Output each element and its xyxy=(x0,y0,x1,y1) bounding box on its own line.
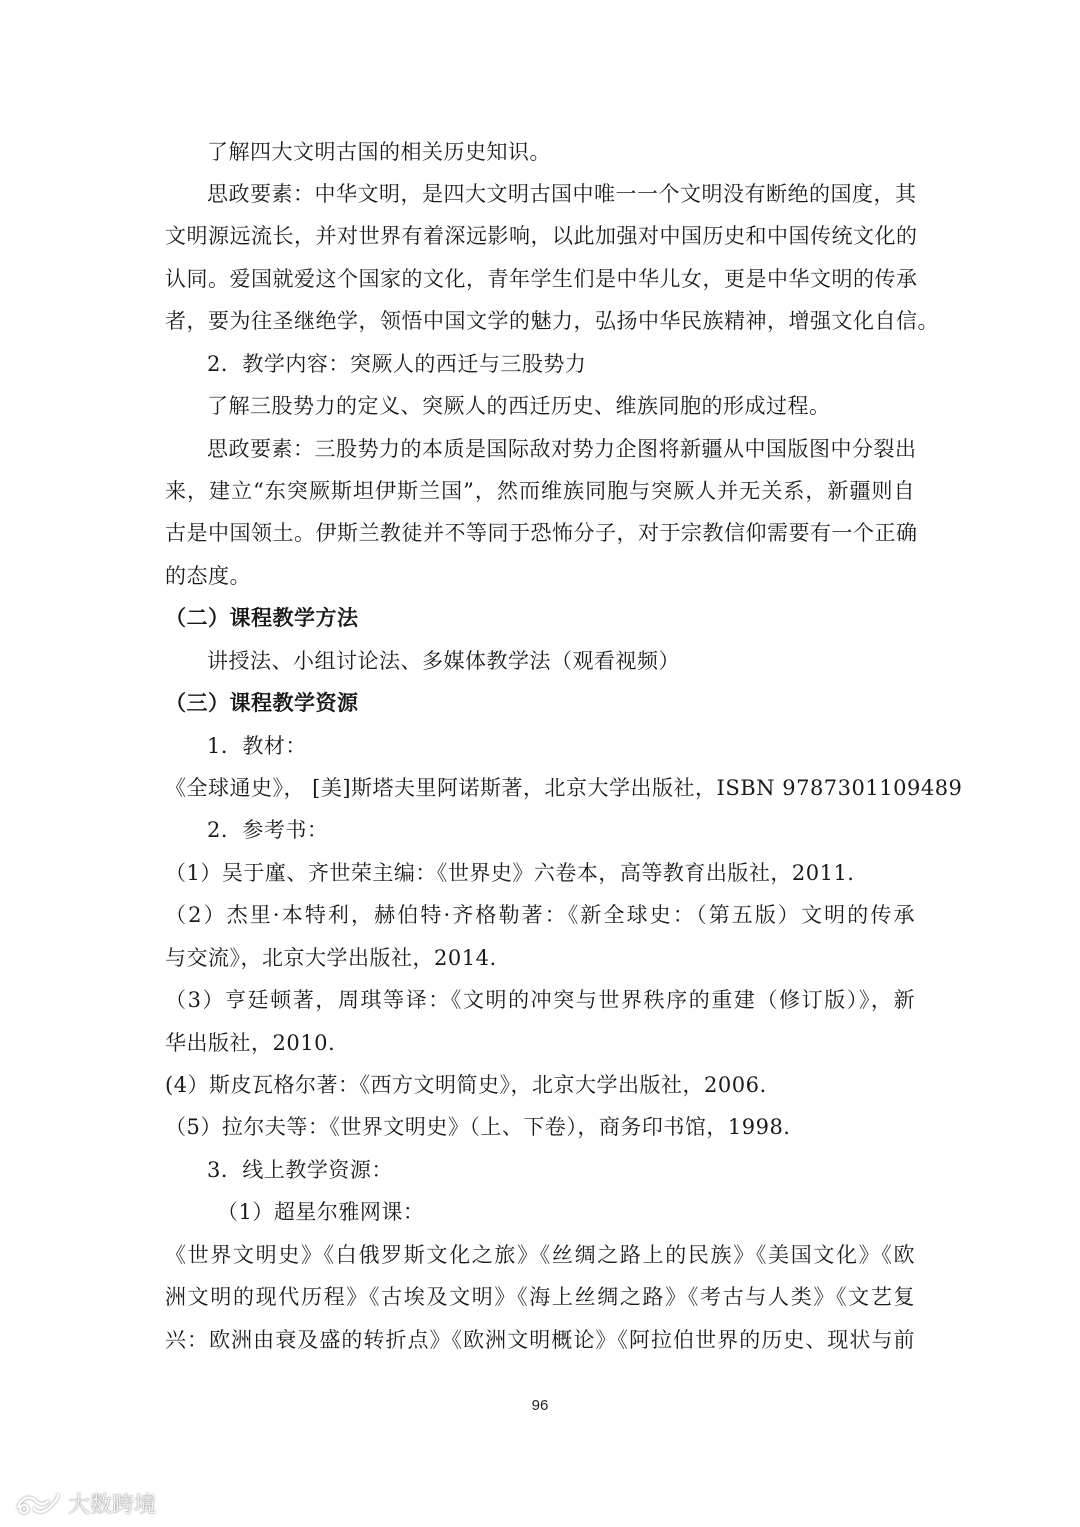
text-line: (4）斯皮瓦格尔著：《西方文明简史》，北京大学出版社，2006. xyxy=(165,1073,767,1097)
text-line: （3）亨廷顿著，周琪等译：《文明的冲突与世界秩序的重建（修订版）》，新 xyxy=(165,988,915,1012)
text-line: 思政要素：三股势力的本质是国际敌对势力企图将新疆从中国版图中分裂出 xyxy=(207,437,917,461)
text-line: 的态度。 xyxy=(165,564,251,588)
text-line: 思政要素：中华文明，是四大文明古国中唯一一个文明没有断绝的国度，其 xyxy=(207,182,917,206)
text-line: 认同。爱国就爱这个国家的文化，青年学生们是中华儿女，更是中华文明的传承 xyxy=(165,267,918,291)
text-line: 华出版社，2010. xyxy=(165,1031,336,1055)
text-line: （5）拉尔夫等：《世界文明史》（上、下卷），商务印书馆，1998. xyxy=(165,1115,791,1139)
section-heading: （三）课程教学资源 xyxy=(165,691,359,715)
watermark xyxy=(14,1486,156,1520)
text-line: 古是中国领土。伊斯兰教徒并不等同于恐怖分子，对于宗教信仰需要有一个正确 xyxy=(165,521,918,545)
text-line: 2．教学内容：突厥人的西迁与三股势力 xyxy=(207,352,587,376)
text-line: （1）吴于廑、齐世荣主编：《世界史》六卷本，高等教育出版社，2011. xyxy=(165,861,855,885)
page-number: 96 xyxy=(531,1397,549,1414)
text-line: 讲授法、小组讨论法、多媒体教学法（观看视频） xyxy=(207,649,680,673)
text-line: 者，要为往圣继绝学，领悟中国文学的魅力，弘扬中华民族精神，增强文化自信。 xyxy=(165,309,939,333)
text-line: 与交流》，北京大学出版社，2014. xyxy=(165,946,497,970)
text-line: 了解三股势力的定义、突厥人的西迁历史、维族同胞的形成过程。 xyxy=(207,394,831,418)
text-line: 洲文明的现代历程》《古埃及文明》《海上丝绸之路》《考古与人类》《文艺复 xyxy=(165,1285,915,1309)
text-line: 《全球通史》， [美]斯塔夫里阿诺斯著，北京大学出版社，ISBN 9787301109489 xyxy=(165,776,963,800)
text-line: 来，建立“东突厥斯坦伊斯兰国”，然而维族同胞与突厥人并无关系，新疆则自 xyxy=(165,479,915,503)
section-heading: （二）课程教学方法 xyxy=(165,606,359,630)
text-line: 3．线上教学资源： xyxy=(207,1158,393,1182)
text-line: 文明源远流长，并对世界有着深远影响，以此加强对中国历史和中国传统文化的 xyxy=(165,224,918,248)
watermark-text: 大数跨境 xyxy=(68,1492,157,1518)
text-line: 兴：欧洲由衰及盛的转折点》《欧洲文明概论》《阿拉伯世界的历史、现状与前 xyxy=(165,1328,915,1352)
text-line: 1．教材： xyxy=(207,734,307,758)
text-line: 了解四大文明古国的相关历史知识。 xyxy=(207,140,551,164)
text-line: （2）杰里·本特利，赫伯特·齐格勒著：《新全球史：（第五版）文明的传承 xyxy=(165,903,915,927)
handshake-logo-icon xyxy=(14,1489,62,1517)
text-line: 2．参考书： xyxy=(207,818,329,842)
text-line: （1）超星尔雅网课： xyxy=(217,1200,425,1224)
text-line: 《世界文明史》《白俄罗斯文化之旅》《丝绸之路上的民族》《美国文化》《欧 xyxy=(165,1243,915,1267)
